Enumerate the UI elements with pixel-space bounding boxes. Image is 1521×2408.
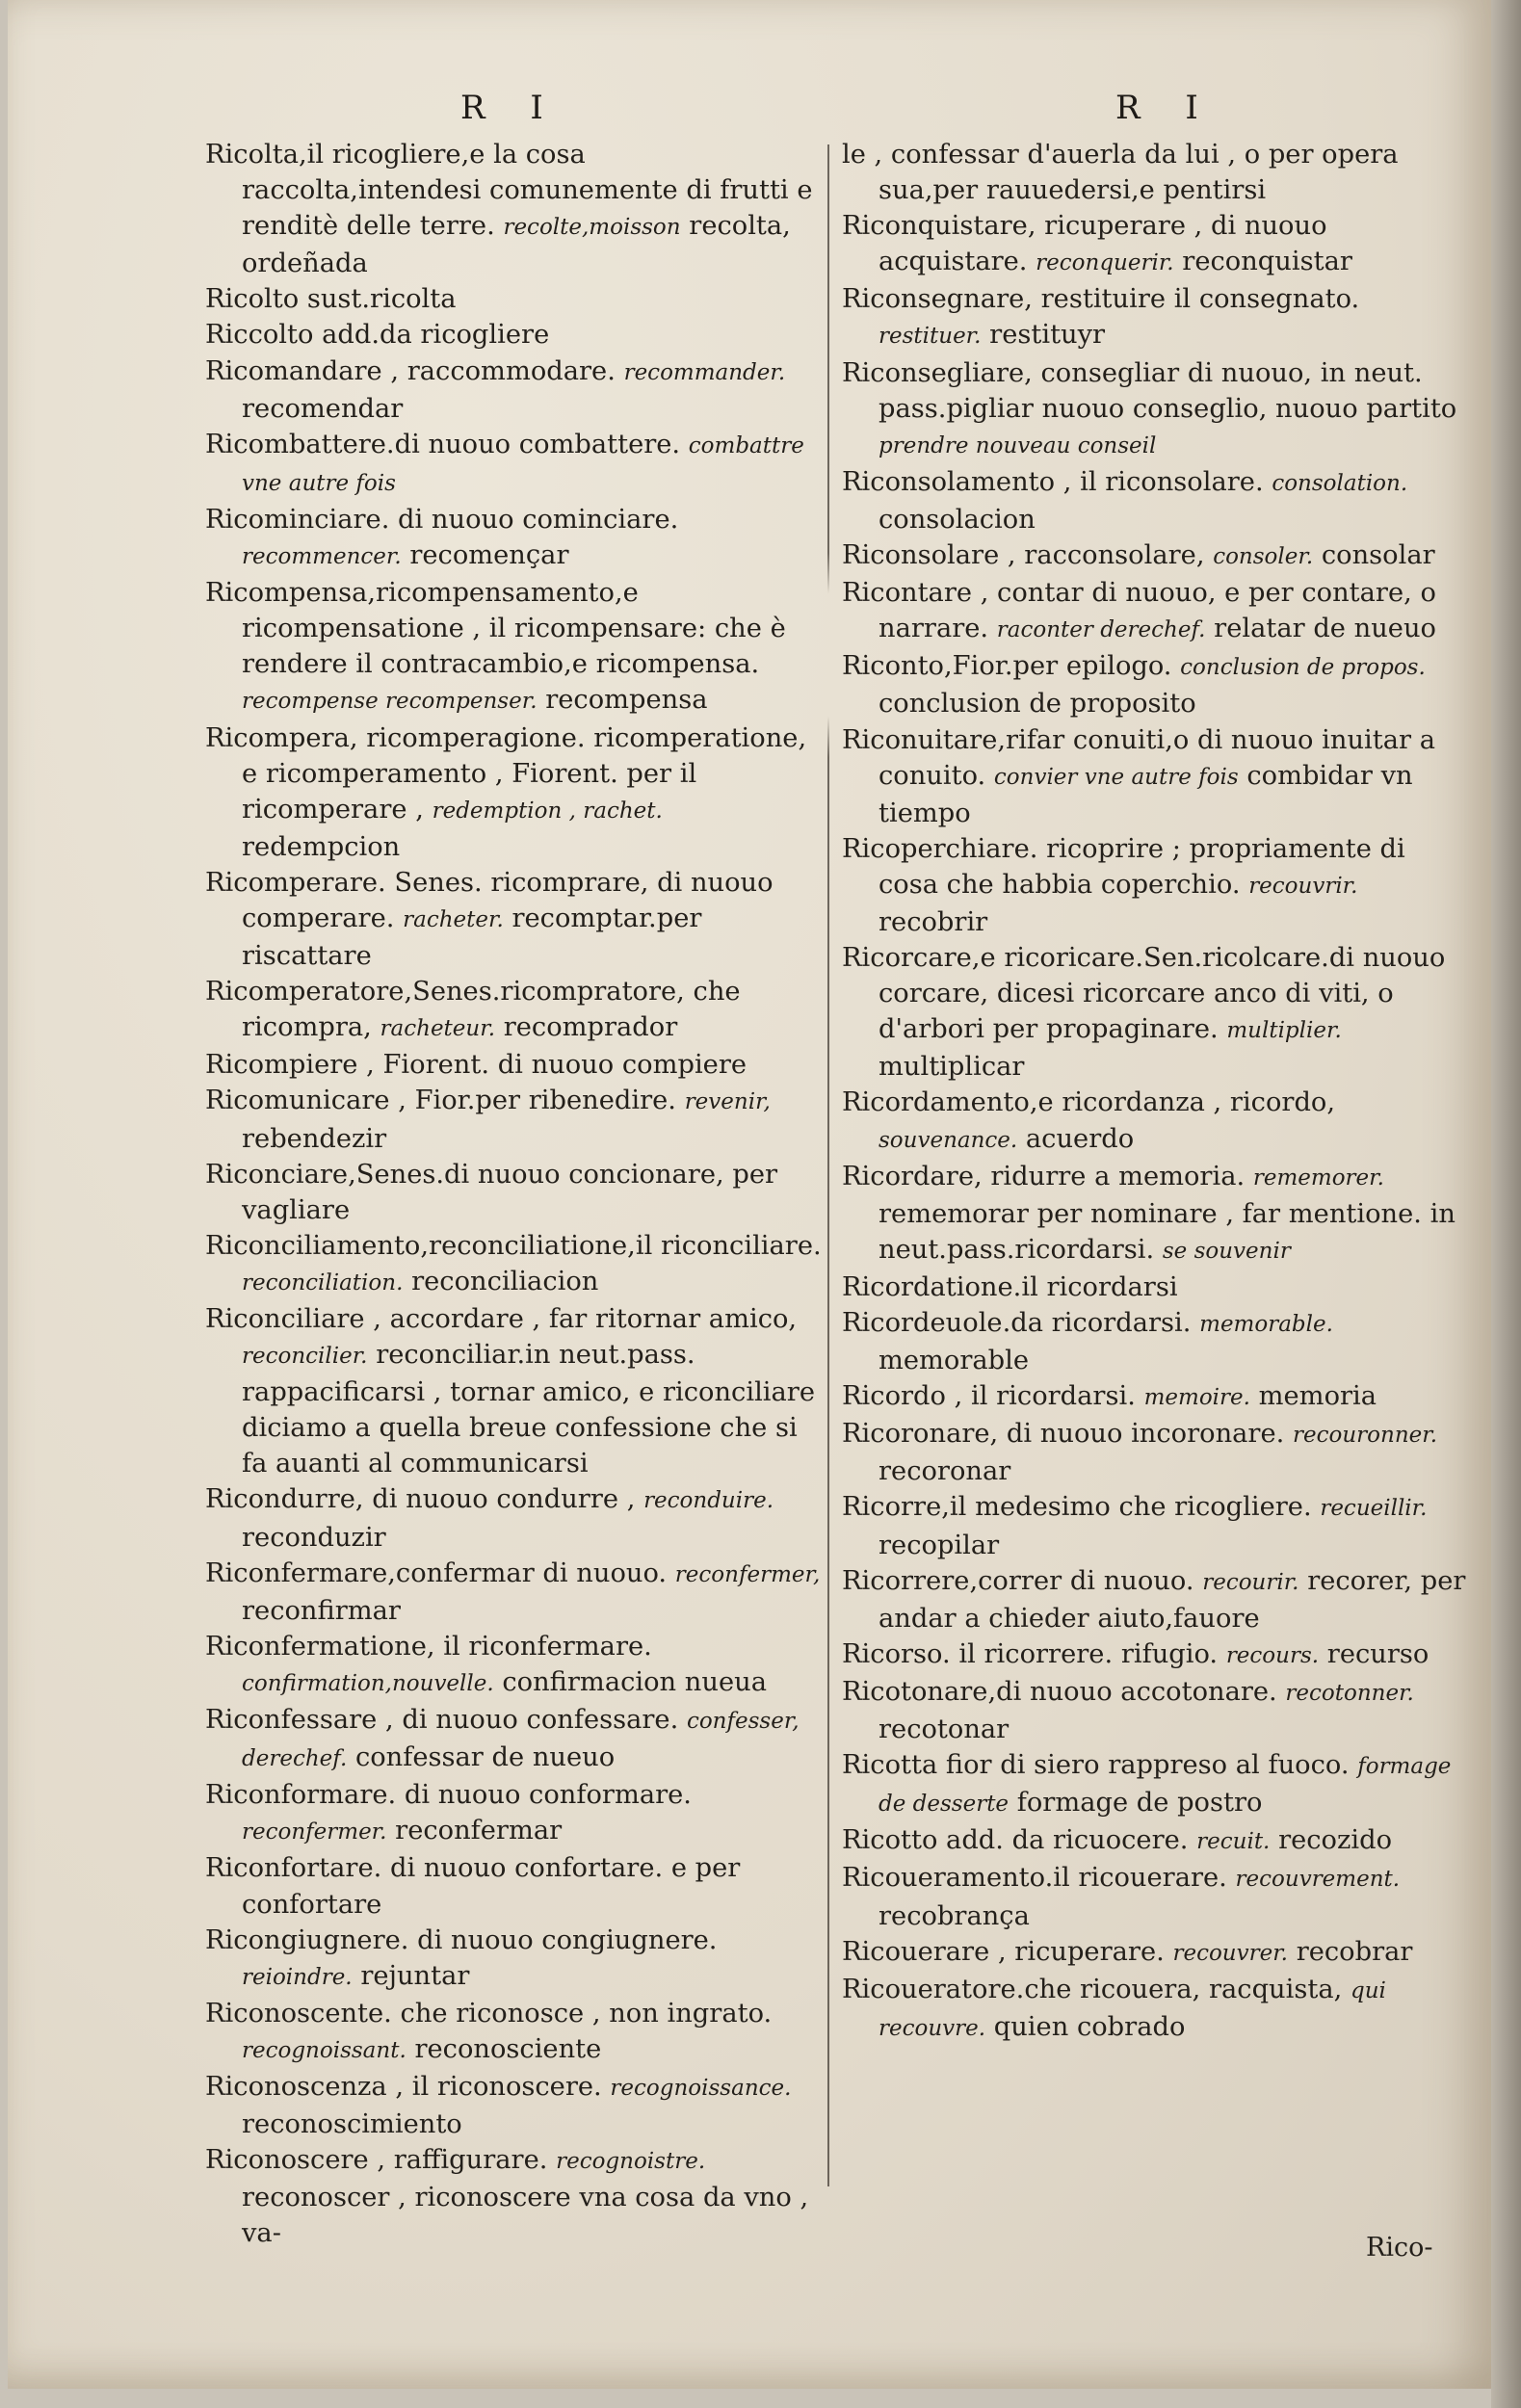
french-equivalent: recuit. [1196, 1829, 1271, 1855]
spanish-equivalent: recobrir [879, 906, 988, 937]
dictionary-entry [205, 1629, 822, 1702]
spanish-equivalent: recorer, per andar a chieder aiuto,fauore [879, 1565, 1466, 1634]
dictionary-entry [205, 502, 822, 575]
spanish-equivalent: reconoscimiento [242, 2109, 462, 2140]
entry-definition: Riconsegliare, consegliar di nuouo, in neut. pass.pigliar nuouo conseglio, nuouo partito [842, 357, 1457, 424]
right-column [842, 137, 1468, 2047]
french-equivalent: recueillir. [1320, 1496, 1428, 1522]
dictionary-entry [842, 1416, 1468, 1489]
dictionary-entry [205, 720, 822, 865]
french-equivalent: recommencer. [242, 544, 402, 570]
dictionary-entry [842, 1085, 1468, 1158]
spanish-equivalent: acuerdo [1025, 1123, 1135, 1154]
entry-definition: Riconformare. di nuouo conformare. [205, 1780, 692, 1811]
entry-definition: Riconsolamento , il riconsolare. [842, 466, 1264, 497]
french-equivalent: reioindre. [242, 1964, 353, 1990]
entry-definition: Riconciliare , accordare , far ritornar amico, [205, 1304, 798, 1334]
spanish-equivalent: recozido [1278, 1825, 1393, 1856]
dictionary-entry [842, 722, 1468, 831]
entry-definition: Ricolta,il ricogliere,e la cosa raccolta,intendesi comunemente di frutti e renditè delle terre. [205, 140, 813, 242]
entry-definition: Ricolto sust.ricolta [205, 284, 457, 315]
dictionary-entry [205, 281, 822, 317]
column-divider [827, 144, 829, 2186]
entry-definition: Riconfermare,confermar di nuouo. [205, 1557, 668, 1588]
dictionary-entry [205, 427, 822, 502]
entry-definition: Ricordamento,e ricordanza , ricordo, [842, 1087, 1336, 1118]
french-equivalent: recotonner. [1285, 1680, 1414, 1706]
french-equivalent: recompense recompenser. [242, 689, 538, 715]
french-equivalent: raconter derechef. [996, 617, 1206, 643]
spanish-equivalent: recopilar [879, 1530, 1000, 1560]
running-header-right: R I [1115, 89, 1216, 127]
dictionary-entry [205, 1157, 822, 1228]
spanish-equivalent: reconciliacion [411, 1266, 599, 1296]
french-equivalent: rememorer. [1252, 1165, 1384, 1191]
page-edge [1491, 0, 1521, 2408]
entry-definition: Riconquistare, ricuperare , di nuouo acquistare. [842, 211, 1327, 277]
spanish-equivalent: reconciliar.in neut.pass. rappacificarsi , tornar amico, e riconciliare diciamo a quella breue confessione che si fa auanti al communicarsi [242, 1340, 816, 1479]
french-equivalent: conclusion de propos. [1180, 655, 1426, 681]
dictionary-entry [842, 648, 1468, 721]
spanish-equivalent: recomendar [242, 393, 404, 424]
entry-definition: Ricoueratore.che ricouera, racquista, [842, 1974, 1343, 2004]
spanish-equivalent: reconduzir [242, 1522, 386, 1553]
dictionary-entry [842, 1636, 1468, 1674]
french-equivalent: souvenance. [879, 1127, 1018, 1153]
dictionary-entry [205, 1923, 822, 1996]
french-equivalent: confesser, derechef. [242, 1709, 800, 1772]
spanish-equivalent: multiplicar [879, 1052, 1025, 1083]
dictionary-entry [842, 1563, 1468, 1636]
entry-definition: Riconoscente. che riconosce , non ingrato. [205, 1998, 773, 2028]
french-equivalent: memorable. [1199, 1312, 1333, 1337]
spanish-equivalent: recomençar [409, 540, 569, 571]
entry-definition: Ricominciare. di nuouo cominciare. [205, 504, 679, 535]
dictionary-entry [842, 1674, 1468, 1747]
french-equivalent: formage de desserte [879, 1754, 1452, 1818]
entry-definition: Riconsolare , racconsolare, [842, 540, 1205, 571]
entry-definition: Riconfessare , di nuouo confessare. [205, 1705, 679, 1736]
entry-definition: Ricompera, ricomperagione. ricomperatione, e ricomperamento , Fiorent. per il ricomperare , [205, 722, 807, 824]
french-equivalent: recouvrir. [1248, 873, 1358, 899]
spanish-equivalent: reconfermar [395, 1816, 563, 1846]
spanish-equivalent: recomptar.per riscattare [242, 903, 702, 972]
entry-definition: Ricomperatore,Senes.ricompratore, che ricompra, [205, 977, 741, 1043]
spanish-equivalent: reconoscer , riconoscere vna cosa da vno , va- [242, 2183, 809, 2249]
entry-definition: Ricouerare , ricuperare. [842, 1936, 1165, 1967]
catchword: Rico- [1366, 2233, 1433, 2263]
entry-definition: Ricorso. il ricorrere. rifugio. [842, 1638, 1219, 1669]
spanish-equivalent: recurso [1326, 1638, 1429, 1669]
french-equivalent: reconcilier. [242, 1344, 368, 1370]
entry-definition: Ricotta fior di siero rappreso al fuoco. [842, 1750, 1350, 1781]
french-equivalent: recouronner. [1293, 1423, 1438, 1449]
french-equivalent: consoler. [1213, 544, 1314, 570]
spanish-equivalent: reconquistar [1182, 247, 1352, 277]
spanish-equivalent: recobrança [879, 1900, 1030, 1931]
entry-definition: Riconoscenza , il riconoscere. [205, 2071, 602, 2102]
entry-definition: Riconciare,Senes.di nuouo concionare, per vagliare [205, 1159, 778, 1225]
entry-definition: Riconoscere , raffigurare. [205, 2145, 548, 2176]
spanish-equivalent: recotonar [879, 1714, 1010, 1745]
french-equivalent: redemption , rachet. [432, 798, 663, 824]
french-equivalent: reconduire. [643, 1488, 774, 1514]
dictionary-entry [205, 137, 822, 281]
spanish-equivalent: recobrar [1296, 1936, 1413, 1967]
running-header-left: R I [460, 89, 561, 127]
spanish-equivalent: reconfirmar [242, 1595, 401, 1626]
spanish-equivalent: quien cobrado [993, 2011, 1186, 2042]
entry-definition: Riconto,Fior.per epilogo. [842, 651, 1172, 682]
entry-definition: Riconsegnare, restituire il consegnato. [842, 284, 1360, 315]
entry-definition: Riconfortare. di nuouo confortare. e per confortare [205, 1853, 741, 1920]
entry-definition: Ricotto add. da ricuocere. [842, 1825, 1189, 1856]
dictionary-entry [842, 537, 1468, 575]
dictionary-entry [842, 1934, 1468, 1972]
spanish-equivalent: conclusion de proposito [879, 689, 1196, 720]
entry-definition: Ricorrere,correr di nuouo. [842, 1565, 1194, 1596]
entry-definition: Ricompensa,ricompensamento,e ricompensatione , il ricompensare: che è rendere il contracambio,e ricompensa. [205, 578, 786, 680]
dictionary-entry [842, 355, 1468, 464]
spanish-equivalent: recolta, ordeñada [242, 211, 791, 279]
french-equivalent: multiplier. [1226, 1018, 1342, 1044]
dictionary-entry [205, 1850, 822, 1922]
french-equivalent: combattre vne autre fois [242, 432, 804, 496]
spanish-equivalent: recoronar [879, 1456, 1011, 1487]
dictionary-entry [842, 940, 1468, 1085]
left-column [205, 137, 822, 2251]
dictionary-entry [205, 1556, 822, 1629]
spanish-equivalent: reconosciente [414, 2033, 602, 2064]
dictionary-entry [205, 2142, 822, 2251]
dictionary-entry [842, 1747, 1468, 1822]
spanish-equivalent: relatar de nueuo [1214, 614, 1436, 644]
french-equivalent: revenir, [684, 1089, 771, 1115]
spanish-equivalent: recomprador [503, 1012, 678, 1043]
french-equivalent: consolation. [1272, 470, 1408, 496]
dictionary-entry [205, 1996, 822, 2069]
entry-definition: Ricorre,il medesimo che ricogliere. [842, 1492, 1312, 1523]
spanish-equivalent: memorable [879, 1346, 1030, 1376]
entry-definition: Ricordeuole.da ricordarsi. [842, 1308, 1192, 1338]
french-equivalent: convier vne autre fois [993, 764, 1239, 790]
dictionary-entry [842, 1972, 1468, 2047]
entry-definition: Ricompiere , Fiorent. di nuouo compiere [205, 1050, 747, 1081]
french-equivalent: recognoissance. [610, 2075, 792, 2101]
entry-definition: Ricoronare, di nuouo incoronare. [842, 1419, 1285, 1450]
dictionary-entry [205, 1228, 822, 1301]
french-equivalent: recognoistre. [556, 2149, 706, 2175]
spanish-equivalent: confirmacion nueua [502, 1666, 767, 1697]
french-equivalent: reconfermer. [242, 1819, 387, 1845]
french-equivalent: recourir. [1202, 1569, 1299, 1595]
entry-definition: Ricontare , contar di nuouo, e per contare, o narrare. [842, 578, 1436, 644]
spanish-equivalent: consolar [1321, 540, 1435, 571]
dictionary-entry [205, 1047, 822, 1083]
dictionary-entry [205, 2069, 822, 2142]
french-equivalent: memoire. [1143, 1385, 1250, 1411]
dictionary-entry [842, 1378, 1468, 1416]
entry-definition: Ricoperchiare. ricoprire ; propriamente di cosa che habbia coperchio. [842, 833, 1405, 900]
entry-definition: Riccolto add.da ricogliere [205, 320, 550, 351]
book-page [8, 0, 1491, 2389]
french-equivalent: confirmation,nouvelle. [242, 1670, 494, 1696]
spanish-equivalent: consolacion [879, 504, 1036, 535]
french-equivalent: racheter. [403, 906, 504, 932]
dictionary-entry [842, 575, 1468, 648]
spanish-equivalent: confessar de nueuo [354, 1742, 616, 1773]
french-equivalent: reconciliation. [242, 1269, 404, 1296]
dictionary-entry [842, 1822, 1468, 1860]
spanish-equivalent: redempcion [242, 831, 401, 862]
entry-definition: Ricordo , il ricordarsi. [842, 1381, 1136, 1412]
entry-definition: Ricotonare,di nuouo accotonare. [842, 1676, 1277, 1707]
entry-definition: Ricordatione.il ricordarsi [842, 1271, 1178, 1302]
dictionary-entry [205, 317, 822, 353]
dictionary-entry [205, 353, 822, 427]
entry-definition: Riconciliamento,reconciliatione,il riconciliare. [205, 1230, 822, 1261]
dictionary-entry [205, 1702, 822, 1777]
french-equivalent: recouvrer. [1172, 1940, 1288, 1966]
dictionary-entry [205, 1777, 822, 1850]
entry-definition: Riconuitare,rifar conuiti,o di nuouo inuitar a conuito. [842, 724, 1436, 791]
french-equivalent: prendre nouveau conseil [879, 432, 1157, 458]
entry-definition: Ricomperare. Senes. ricomprare, di nuouo comperare. [205, 867, 774, 933]
dictionary-entry [842, 831, 1468, 940]
entry-definition: le , confessar d'auerla da lui , o per opera sua,per rauuedersi,e pentirsi [842, 140, 1399, 206]
french-equivalent: recommander. [623, 359, 786, 385]
dictionary-entry [205, 974, 822, 1047]
dictionary-entry [205, 1481, 822, 1555]
spanish-equivalent: restituyr [989, 320, 1106, 351]
spanish-equivalent: formage de postro [1016, 1788, 1263, 1819]
entry-definition: Ricoueramento.il ricouerare. [842, 1863, 1227, 1894]
french-equivalent: qui recouvre. [879, 1977, 1386, 2041]
dictionary-entry [205, 865, 822, 974]
spanish-equivalent: rememorar per nominare , far mentione. in neut.pass.ricordarsi. [879, 1198, 1455, 1265]
entry-definition: Ricomandare , raccommodare. [205, 355, 616, 386]
french-equivalent: recouvrement. [1235, 1867, 1401, 1893]
entry-definition: Riconfermatione, il riconfermare. [205, 1631, 652, 1662]
french-equivalent: recolte,moisson [503, 215, 681, 241]
dictionary-entry [205, 1083, 822, 1156]
entry-definition: Ricorcare,e ricoricare.Sen.ricolcare.di nuouo corcare, dicesi ricorcare anco di viti, o d'arbori per propaginare. [842, 943, 1446, 1045]
entry-definition: Ricombattere.di nuouo combattere. [205, 429, 681, 459]
dictionary-entry [842, 1159, 1468, 1269]
french-equivalent: reconquerir. [1036, 250, 1174, 276]
spanish-equivalent: recompensa [545, 685, 708, 716]
dictionary-entry [842, 1269, 1468, 1305]
french-equivalent: recours. [1225, 1642, 1320, 1668]
entry-definition: Ricondurre, di nuouo condurre , [205, 1484, 636, 1515]
dictionary-entry [842, 464, 1468, 537]
entry-definition: Ricordare, ridurre a memoria. [842, 1161, 1246, 1191]
dictionary-entry [842, 281, 1468, 354]
spanish-equivalent: combidar vn tiempo [879, 760, 1413, 828]
french-equivalent: restituer. [879, 324, 982, 350]
spanish-equivalent: rebendezir [242, 1123, 387, 1154]
dictionary-entry [842, 208, 1468, 281]
french-equivalent: se souvenir [1162, 1238, 1291, 1264]
entry-definition: Ricomunicare , Fior.per ribenedire. [205, 1086, 676, 1116]
dictionary-entry [842, 1860, 1468, 1933]
entry-definition: Ricongiugnere. di nuouo congiugnere. [205, 1924, 718, 1955]
dictionary-entry [842, 1305, 1468, 1378]
spanish-equivalent: memoria [1258, 1381, 1377, 1412]
dictionary-entry [842, 1489, 1468, 1562]
dictionary-entry [205, 575, 822, 720]
spanish-equivalent: rejuntar [360, 1960, 470, 1991]
french-equivalent: recognoissant. [242, 2037, 406, 2063]
dictionary-entry [205, 1301, 822, 1481]
dictionary-entry [842, 137, 1468, 208]
french-equivalent: racheteur. [380, 1016, 496, 1042]
french-equivalent: reconfermer, [674, 1561, 821, 1587]
